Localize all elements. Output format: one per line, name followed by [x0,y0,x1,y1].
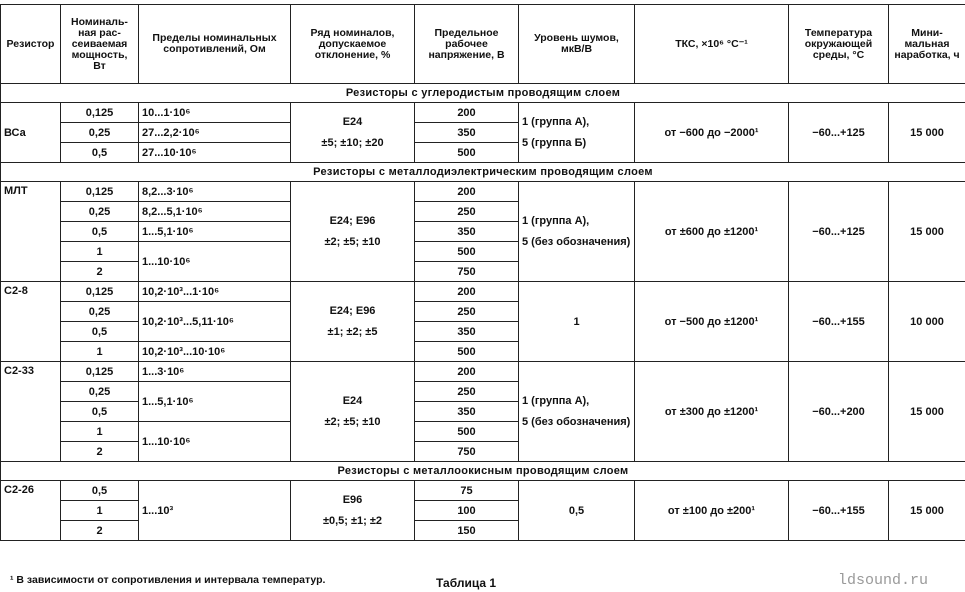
power-cell: 2 [61,521,139,541]
series-cell [291,481,415,541]
range-cell: 1...10³ [139,481,291,541]
range-cell: 10,2·10³...5,11·10⁶ [139,302,291,342]
range-cell: 1...5,1·10⁶ [139,222,291,242]
series-cell [291,182,415,282]
header-row [1,5,965,84]
power-cell: 1 [61,422,139,442]
power-cell: 0,5 [61,322,139,342]
section-row [1,462,965,481]
watermark: ldsound.ru [838,572,929,589]
noise-cell [519,182,635,282]
table-row [1,481,965,501]
range-cell: 8,2...5,1·10⁶ [139,202,291,222]
header-temp: Температура окружающей среды, °С [789,5,889,84]
tks-cell: от ±300 до ±1200¹ [635,362,789,462]
tolerance-line: ±1; ±2; ±5 [327,325,378,338]
range-cell: 8,2...3·10⁶ [139,182,291,202]
tolerance-line: ±2; ±5; ±10 [324,235,381,248]
section-row [1,163,965,182]
series-cell [291,282,415,362]
noise-line: 1 (группа А), [522,214,590,227]
range-cell: 1...10·10⁶ [139,242,291,282]
voltage-cell: 500 [415,342,519,362]
section-title: Резисторы с металлодиэлектрическим проводящим слоем [1,163,965,182]
voltage-cell: 500 [415,422,519,442]
table-row [1,362,965,382]
table-caption: Таблица 1 [436,576,497,590]
voltage-cell: 75 [415,481,519,501]
tolerance-line: ±0,5; ±1; ±2 [322,514,383,527]
range-cell: 1...5,1·10⁶ [139,382,291,422]
tolerance-line: ±2; ±5; ±10 [324,415,381,428]
range-cell: 1...10·10⁶ [139,422,291,462]
tks-cell: от ±100 до ±200¹ [635,481,789,541]
range-cell: 1...3·10⁶ [139,362,291,382]
voltage-cell: 250 [415,202,519,222]
power-cell: 0,25 [61,302,139,322]
header-life: Мини-мальная наработка, ч [889,5,965,84]
voltage-cell: 350 [415,402,519,422]
power-cell: 0,5 [61,481,139,501]
power-cell: 0,125 [61,282,139,302]
temp-cell: −60...+155 [789,481,889,541]
voltage-cell: 250 [415,302,519,322]
voltage-cell: 200 [415,103,519,123]
resistor-table [0,4,965,541]
noise-line: 5 (без обозначения) [522,415,631,428]
series-line: Е24; Е96 [329,304,376,317]
series-cell [291,362,415,462]
resistor-name: С2-33 [1,362,61,462]
range-cell: 27...2,2·10⁶ [139,123,291,143]
power-cell: 0,25 [61,202,139,222]
table-row [1,103,965,123]
life-cell: 15 000 [889,362,965,462]
header-voltage: Предельное рабочее напряжение, В [415,5,519,84]
power-cell: 2 [61,442,139,462]
voltage-cell: 350 [415,123,519,143]
noise-cell: 1 [519,282,635,362]
life-cell: 15 000 [889,182,965,282]
header-series: Ряд номиналов, допускаемое отклонение, % [291,5,415,84]
power-cell: 0,125 [61,362,139,382]
range-cell: 10,2·10³...1·10⁶ [139,282,291,302]
resistor-name: С2-8 [1,282,61,362]
resistor-name: ВСа [1,103,61,163]
tolerance-line: ±5; ±10; ±20 [321,136,384,149]
voltage-cell: 750 [415,442,519,462]
tks-cell: от −600 до −2000¹ [635,103,789,163]
series-line: Е24 [342,115,363,128]
life-cell: 15 000 [889,103,965,163]
footnote: ¹ В зависимости от сопротивления и интервала температур. [10,574,326,586]
life-cell: 15 000 [889,481,965,541]
noise-line: 5 (группа Б) [522,136,587,149]
resistor-name: С2-26 [1,481,61,541]
power-cell: 0,125 [61,182,139,202]
series-line: Е96 [342,493,363,506]
power-cell: 0,25 [61,123,139,143]
header-tks: ТКС, ×10⁶ °С⁻¹ [635,5,789,84]
temp-cell: −60...+125 [789,182,889,282]
temp-cell: −60...+125 [789,103,889,163]
power-cell: 2 [61,262,139,282]
section-title: Резисторы с углеродистым проводящим слоем [1,84,965,103]
voltage-cell: 350 [415,322,519,342]
header-range: Пределы номинальных сопротивлений, Ом [139,5,291,84]
series-cell [291,103,415,163]
voltage-cell: 150 [415,521,519,541]
noise-cell [519,362,635,462]
noise-line: 5 (без обозначения) [522,235,631,248]
voltage-cell: 350 [415,222,519,242]
voltage-cell: 200 [415,362,519,382]
power-cell: 0,5 [61,402,139,422]
voltage-cell: 200 [415,182,519,202]
temp-cell: −60...+155 [789,282,889,362]
power-cell: 0,5 [61,222,139,242]
series-line: Е24 [342,394,363,407]
range-cell: 10...1·10⁶ [139,103,291,123]
table-row [1,182,965,202]
power-cell: 0,5 [61,143,139,163]
voltage-cell: 750 [415,262,519,282]
power-cell: 1 [61,242,139,262]
temp-cell: −60...+200 [789,362,889,462]
power-cell: 0,125 [61,103,139,123]
power-cell: 1 [61,501,139,521]
voltage-cell: 250 [415,382,519,402]
resistor-name: МЛТ [1,182,61,282]
series-line: Е24; Е96 [329,214,376,227]
noise-line: 1 (группа А), [522,115,590,128]
tks-cell: от −500 до ±1200¹ [635,282,789,362]
power-cell: 1 [61,342,139,362]
header-power: Номиналь-ная рас-сеиваемая мощность, Вт [61,5,139,84]
range-cell: 27...10·10⁶ [139,143,291,163]
noise-cell: 0,5 [519,481,635,541]
power-cell: 0,25 [61,382,139,402]
noise-cell [519,103,635,163]
header-noise: Уровень шумов, мкВ/В [519,5,635,84]
section-title: Резисторы с металлоокисным проводящим слоем [1,462,965,481]
voltage-cell: 500 [415,242,519,262]
noise-line: 1 (группа А), [522,394,590,407]
table-row [1,282,965,302]
life-cell: 10 000 [889,282,965,362]
voltage-cell: 200 [415,282,519,302]
tks-cell: от ±600 до ±1200¹ [635,182,789,282]
range-cell: 10,2·10³...10·10⁶ [139,342,291,362]
voltage-cell: 500 [415,143,519,163]
header-resistor: Резистор [1,5,61,84]
section-row [1,84,965,103]
voltage-cell: 100 [415,501,519,521]
